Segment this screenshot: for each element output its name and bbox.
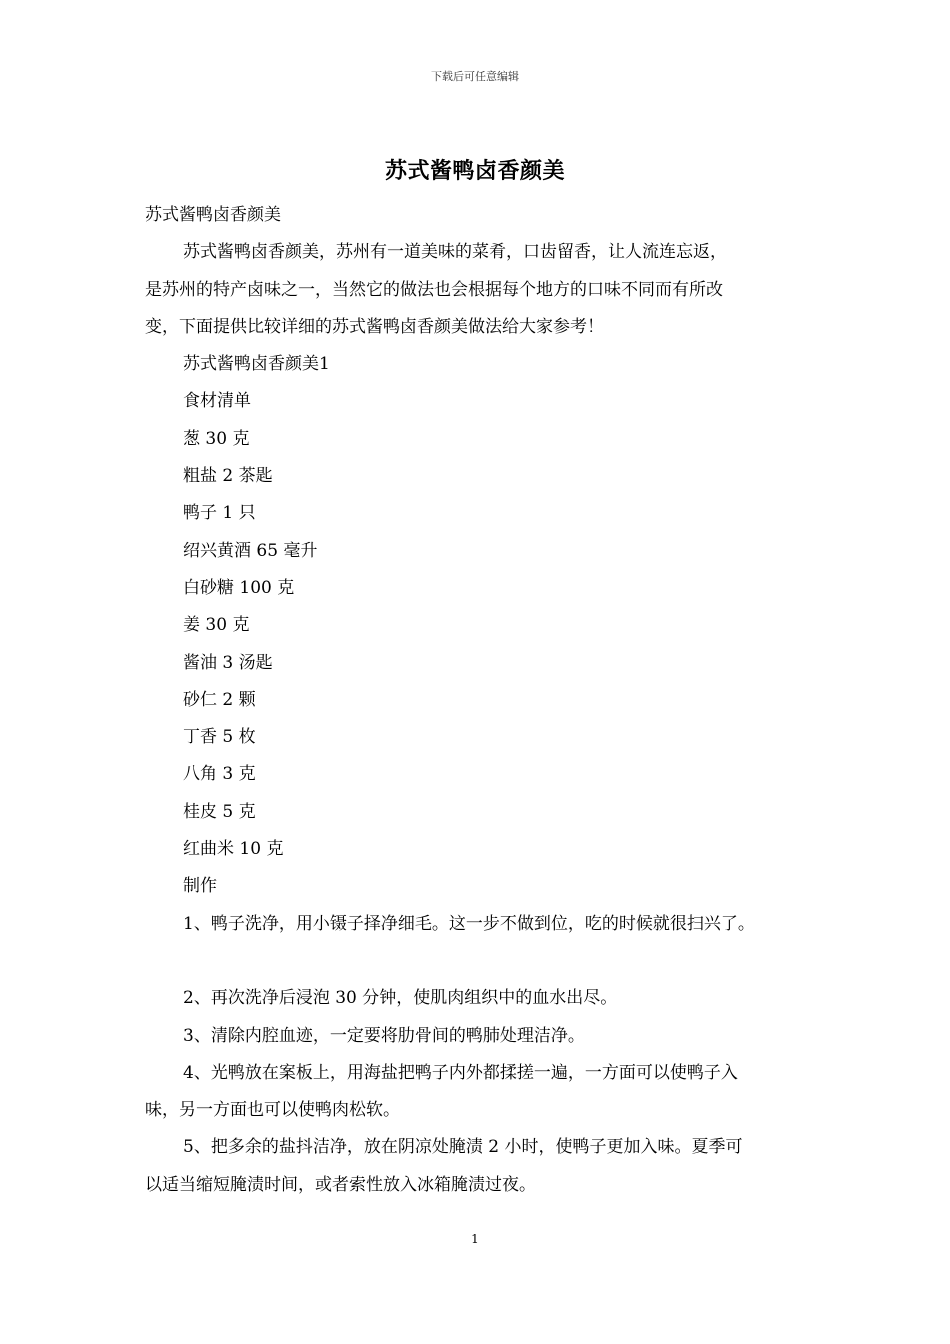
ingredient-item: 白砂糖 100 克 [183, 577, 295, 598]
ingredient-item: 八角 3 克 [183, 764, 256, 785]
ingredient-item: 粗盐 2 茶匙 [183, 466, 273, 487]
ingredient-item: 丁香 5 枚 [183, 727, 256, 748]
step-1: 1、鸭子洗净，用小镊子择净细毛。这一步不做到位，吃的时候就很扫兴了。 [183, 913, 755, 934]
ingredient-item: 绍兴黄酒 65 毫升 [183, 540, 318, 561]
header-note: 下载后可任意编辑 [431, 70, 519, 83]
ingredients-heading: 食材清单 [183, 391, 251, 412]
section-title: 苏式酱鸭卤香颜美1 [183, 354, 330, 375]
document-body [145, 197, 825, 1204]
ingredient-item: 桂皮 5 克 [183, 801, 256, 822]
ingredient-item: 鸭子 1 只 [183, 503, 256, 524]
ingredient-item: 酱油 3 汤匙 [183, 652, 273, 673]
page-number: 1 [471, 1232, 479, 1246]
step-5-line-2: 以适当缩短腌渍时间，或者索性放入冰箱腌渍过夜。 [145, 1174, 536, 1195]
intro-line-1: 苏式酱鸭卤香颜美，苏州有一道美味的菜肴，口齿留香，让人流连忘返， [183, 242, 727, 263]
ingredient-item: 姜 30 克 [183, 615, 250, 636]
step-4-line-2: 味，另一方面也可以使鸭肉松软。 [145, 1100, 400, 1121]
ingredient-item: 砂仁 2 颗 [183, 689, 256, 710]
intro-line-2: 是苏州的特产卤味之一，当然它的做法也会根据每个地方的口味不同而有所改 [145, 279, 723, 300]
step-5-line-1: 5、把多余的盐抖洁净，放在阴凉处腌渍 2 小时，使鸭子更加入味。夏季可 [183, 1137, 743, 1158]
paragraph-spacer [145, 943, 825, 980]
subtitle: 苏式酱鸭卤香颜美 [145, 205, 281, 225]
step-4-line-1: 4、光鸭放在案板上，用海盐把鸭子内外都揉搓一遍，一方面可以使鸭子入 [183, 1062, 738, 1083]
ingredient-item: 葱 30 克 [183, 428, 250, 449]
document-title: 苏式酱鸭卤香颜美 [384, 158, 565, 184]
intro-line-3: 变，下面提供比较详细的苏式酱鸭卤香颜美做法给大家参考！ [145, 316, 604, 337]
step-2: 2、再次洗净后浸泡 30 分钟，使肌肉组织中的血水出尽。 [183, 988, 618, 1009]
ingredient-item: 红曲米 10 克 [183, 839, 284, 860]
step-3: 3、清除内腔血迹，一定要将肋骨间的鸭肺处理洁净。 [183, 1025, 585, 1046]
steps-heading: 制作 [183, 876, 217, 897]
